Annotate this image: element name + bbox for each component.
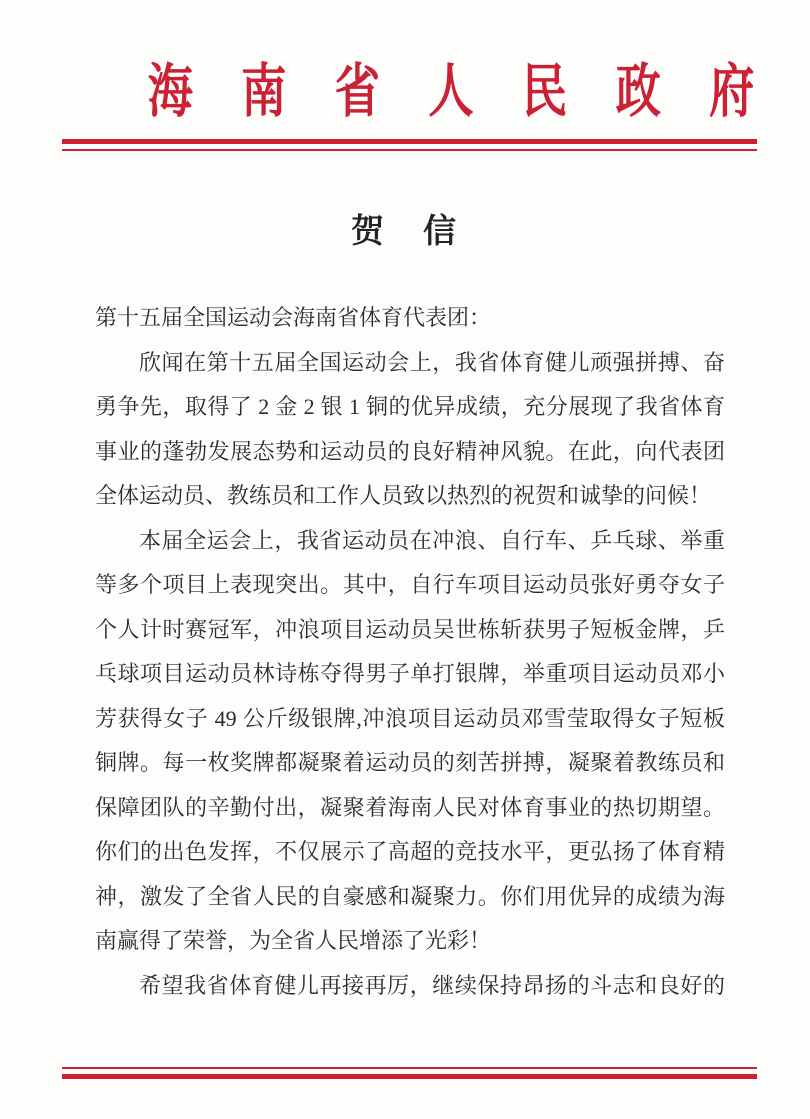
footer-double-rule <box>62 1067 757 1079</box>
document-title: 贺 信 <box>351 214 459 250</box>
body-line: 个人计时赛冠军，冲浪项目运动员吴世栋斩获男子短板金牌，乒 <box>95 616 725 642</box>
body-line: 希望我省体育健儿再接再厉，继续保持昂扬的斗志和良好的 <box>139 972 725 998</box>
body-line: 你们的出色发挥，不仅展示了高超的竞技水平，更弘扬了体育精 <box>95 839 725 864</box>
letterhead-double-rule <box>62 139 757 151</box>
body-line: 勇争先，取得了 2 金 2 银 1 铜的优异成绩，充分展现了我省体育 <box>95 394 725 419</box>
body-line: 欣闻在第十五届全国运动会上，我省体育健儿顽强拼搏、奋 <box>139 349 725 375</box>
body-line: 本届全运会上，我省运动员在冲浪、自行车、乒乓球、举重 <box>139 527 725 553</box>
letterhead <box>0 58 810 126</box>
rule-thick-line <box>62 1074 757 1079</box>
body-line: 铜牌。每一枚奖牌都凝聚着运动员的刻苦拼搏，凝聚着教练员和 <box>95 750 725 775</box>
body-line: 乓球项目运动员林诗栋夺得男子单打银牌，举重项目运动员邓小 <box>95 661 725 686</box>
body-line: 南赢得了荣誉，为全省人民增添了光彩！ <box>95 928 492 953</box>
body-line: 芳获得女子 49 公斤级银牌,冲浪项目运动员邓雪莹取得女子短板 <box>95 705 725 731</box>
rule-thin-line <box>62 149 757 151</box>
body-line: 等多个项目上表现突出。其中，自行车项目运动员张好勇夺女子 <box>95 572 725 597</box>
letter-body <box>95 296 725 1008</box>
body-line: 保障团队的辛勤付出，凝聚着海南人民对体育事业的热切期望。 <box>95 794 725 820</box>
body-line: 事业的蓬勃发展态势和运动员的良好精神风貌。在此，向代表团 <box>95 438 725 464</box>
salutation-line: 第十五届全国运动会海南省体育代表团： <box>95 305 492 330</box>
body-line: 全体运动员、教练员和工作人员致以热烈的祝贺和诚挚的问候！ <box>95 483 712 508</box>
letterhead-org-name: 海南省人民政府 <box>147 59 803 124</box>
body-line: 神，激发了全省人民的自豪感和凝聚力。你们用优异的成绩为海 <box>95 883 725 909</box>
